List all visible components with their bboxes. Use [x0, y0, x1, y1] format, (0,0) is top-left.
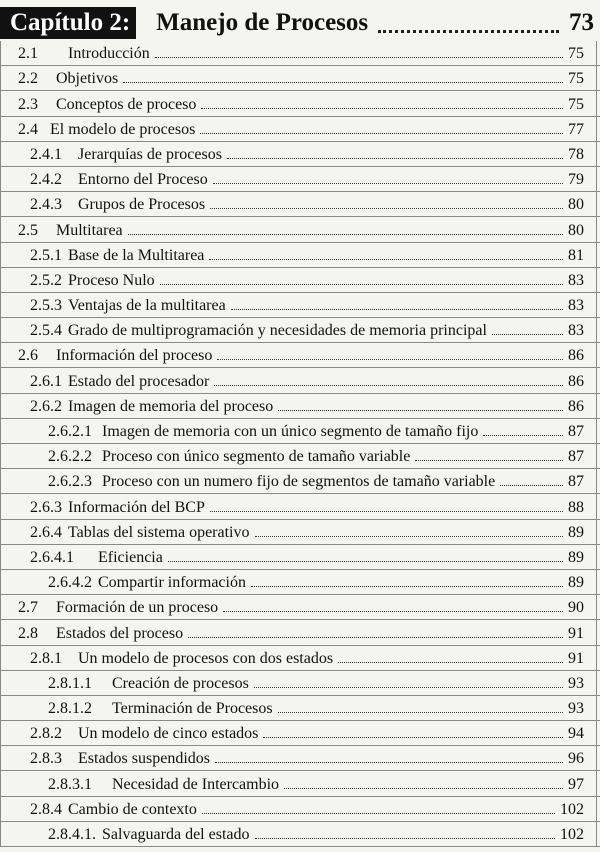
- chapter-label: Capítulo 2:: [0, 7, 136, 39]
- toc-entry-line: [48, 826, 584, 844]
- toc-entry-page-number: 87: [568, 473, 584, 491]
- toc-entry-number: 2.6.4.2: [48, 574, 92, 592]
- toc-entry-number: 2.8.2: [30, 725, 62, 743]
- toc-dot-leader: [213, 183, 563, 184]
- toc-dot-leader: [123, 82, 563, 83]
- toc-entry-line: [30, 549, 584, 567]
- toc-entry-line: [30, 322, 584, 340]
- toc-entry-line: [30, 398, 584, 416]
- toc-entry: [0, 117, 600, 142]
- chapter-heading: [0, 6, 594, 40]
- toc-dot-leader: [168, 561, 563, 562]
- toc-dot-leader: [215, 762, 563, 763]
- toc-entry-line: [18, 121, 584, 139]
- toc-entry-number: 2.1: [18, 45, 38, 63]
- toc-entry-title: El modelo de procesos: [50, 120, 196, 138]
- toc-entry-page-number: 90: [568, 599, 584, 617]
- toc-entry-title: Conceptos de proceso: [56, 95, 197, 113]
- toc-entry-page-number: 94: [568, 725, 584, 743]
- toc-entry: [0, 91, 600, 116]
- toc-entry: [0, 620, 600, 645]
- toc-dot-leader: [284, 788, 563, 789]
- chapter-title: Manejo de Procesos: [156, 9, 369, 36]
- toc-entry-page-number: 96: [568, 750, 584, 768]
- toc-entry-line: [48, 700, 584, 718]
- toc-entry-number: 2.4: [18, 120, 38, 138]
- toc-entry: [0, 343, 600, 368]
- toc-entry-number: 2.8.1: [30, 649, 62, 667]
- toc-dot-leader: [214, 385, 563, 386]
- toc-entry: [0, 394, 600, 419]
- toc-entry-number: 2.8.3.1: [48, 775, 92, 793]
- toc-entry-title: Estados suspendidos: [78, 750, 210, 768]
- toc-entry-title: Proceso Nulo: [68, 271, 155, 289]
- toc-entry: [0, 318, 600, 343]
- toc-entry-page-number: 86: [568, 347, 584, 365]
- toc-entry-page-number: 81: [568, 246, 584, 264]
- toc-dot-leader: [200, 133, 563, 134]
- toc-entry: [0, 545, 600, 570]
- toc-entry-line: [30, 524, 584, 542]
- toc-entry-number: 2.7: [18, 599, 38, 617]
- toc-dot-leader: [209, 259, 563, 260]
- toc-entry-page-number: 88: [568, 498, 584, 516]
- toc-entry-line: [18, 45, 584, 63]
- toc-entry-page-number: 86: [568, 397, 584, 415]
- toc-dot-leader: [483, 435, 563, 436]
- toc-dot-leader: [155, 57, 563, 58]
- toc-entry-number: 2.5.1: [30, 246, 62, 264]
- toc-entry-title: Multitarea: [56, 221, 123, 239]
- toc-entry-number: 2.6.2.2: [48, 448, 92, 466]
- toc-entry-title: Creación de procesos: [112, 674, 249, 692]
- toc-entry-number: 2.3: [18, 95, 38, 113]
- toc-dot-leader: [263, 737, 563, 738]
- toc-entry-number: 2.4.2: [30, 171, 62, 189]
- toc-entry-title: Necesidad de Intercambio: [112, 775, 280, 793]
- toc-dot-leader: [223, 611, 563, 612]
- toc-dot-leader: [217, 359, 563, 360]
- toc-dot-leader: [160, 284, 563, 285]
- toc-entry-page-number: 83: [568, 322, 584, 340]
- toc-entry: [0, 444, 600, 469]
- toc-entry-line: [30, 499, 584, 517]
- toc-entry-page-number: 75: [568, 70, 584, 88]
- toc-entry-title: Compartir información: [98, 574, 246, 592]
- toc-entry: [0, 167, 600, 192]
- toc-entry-number: 2.6.1: [30, 372, 62, 390]
- toc-entry: [0, 469, 600, 494]
- toc-entry-number: 2.4.1: [30, 145, 62, 163]
- toc-entry-line: [30, 297, 584, 315]
- toc-entry-line: [30, 650, 584, 668]
- toc-entry-number: 2.2: [18, 70, 38, 88]
- toc-entry-page-number: 77: [568, 120, 584, 138]
- toc-entry-line: [30, 750, 584, 768]
- toc-entry-number: 2.6.2.1: [48, 423, 92, 440]
- toc-entry-number: 2.8.1.1: [48, 674, 92, 692]
- toc-entry-line: [30, 725, 584, 743]
- toc-entry-number: 2.8.3: [30, 750, 62, 768]
- toc-entry: [0, 671, 600, 696]
- toc-entry-line: [48, 776, 584, 794]
- toc-entry-title: Tablas del sistema operativo: [68, 523, 250, 541]
- toc-entry-page-number: 78: [568, 145, 584, 163]
- toc-entry-number: 2.6.2: [30, 397, 62, 415]
- toc-entry-page-number: 93: [568, 674, 584, 692]
- toc-entry-number: 2.5.4: [30, 322, 62, 340]
- toc-entry-title: Información del BCP: [68, 498, 205, 516]
- toc-entry-page-number: 102: [560, 826, 584, 843]
- toc-entry: [0, 494, 600, 519]
- toc-entry: [0, 217, 600, 242]
- toc-entry-number: 2.6.3: [30, 498, 62, 516]
- toc-entry-number: 2.8.4: [30, 800, 62, 818]
- toc-entry-number: 2.5: [18, 221, 38, 239]
- toc-entry-title: Base de la Multitarea: [68, 246, 205, 264]
- toc-entry-line: [48, 473, 584, 491]
- toc-entry-number: 2.5.3: [30, 297, 62, 315]
- toc-dot-leader: [188, 637, 563, 638]
- toc-entry: [0, 520, 600, 545]
- toc-entry-line: [30, 801, 584, 819]
- toc-entry-title: Proceso con único segmento de tamaño variable: [102, 448, 411, 466]
- toc-dot-leader: [255, 536, 564, 537]
- toc-entry-line: [18, 599, 584, 617]
- toc-entry-title: Jerarquías de procesos: [78, 145, 222, 163]
- toc-entry-title: Formación de un proceso: [56, 599, 219, 617]
- toc-entry: [0, 41, 600, 66]
- toc-entry-number: 2.8.4.1.: [48, 826, 96, 843]
- toc-entry-title: Estado del procesador: [68, 372, 210, 390]
- toc-entry-page-number: 83: [568, 271, 584, 289]
- toc-entry-page-number: 75: [568, 45, 584, 63]
- toc-entry-number: 2.6.4.1: [30, 548, 74, 566]
- toc-dot-leader: [227, 158, 563, 159]
- toc-entry: [0, 419, 600, 444]
- toc-entry-line: [18, 347, 584, 365]
- toc-entry-page-number: 86: [568, 372, 584, 390]
- toc-entry-title: Estados del proceso: [56, 624, 184, 642]
- toc-entry-number: 2.6.2.3: [48, 473, 92, 491]
- toc-entry: [0, 646, 600, 671]
- chapter-page-number: 73: [569, 9, 594, 36]
- toc-entry-line: [48, 675, 584, 693]
- toc-entry-title: Imagen de memoria del proceso: [68, 397, 274, 415]
- toc-dot-leader: [202, 813, 555, 814]
- toc-dot-leader: [210, 511, 563, 512]
- toc-entry-title: Grupos de Procesos: [78, 196, 206, 214]
- toc-entry-title: Terminación de Procesos: [112, 700, 273, 718]
- toc-dot-leader: [201, 108, 563, 109]
- toc-entry-title: Cambio de contexto: [68, 800, 197, 818]
- toc-entry: [0, 570, 600, 595]
- toc-dot-leader: [251, 586, 563, 587]
- toc-entry-page-number: 75: [568, 95, 584, 113]
- toc-entry-line: [30, 373, 584, 391]
- toc-entry-title: Salvaguarda del estado: [102, 826, 250, 843]
- toc-entry: [0, 192, 600, 217]
- toc-entry-title: Proceso con un numero fijo de segmentos de tamaño variable: [102, 473, 496, 491]
- toc-entry-page-number: 80: [568, 221, 584, 239]
- toc-entry-page-number: 91: [568, 624, 584, 642]
- toc-dot-leader: [128, 234, 563, 235]
- toc-entry-page-number: 83: [568, 297, 584, 315]
- toc-entry: [0, 293, 600, 318]
- toc-entry: [0, 771, 600, 796]
- toc-entry-page-number: 102: [560, 800, 584, 818]
- toc-entry: [0, 595, 600, 620]
- toc-dot-leader: [231, 309, 563, 310]
- toc-entry: [0, 721, 600, 746]
- toc-dot-leader: [338, 662, 563, 663]
- toc-entry-line: [48, 423, 584, 441]
- toc-entry: [0, 746, 600, 771]
- toc-entry-line: [30, 272, 584, 290]
- toc-dot-leader: [492, 334, 563, 335]
- toc-entry-line: [30, 196, 584, 214]
- toc-entry-page-number: 87: [568, 448, 584, 466]
- toc-dot-leader: [500, 485, 563, 486]
- toc-entry-title: Objetivos: [56, 70, 119, 88]
- toc-entry-number: 2.4.3: [30, 196, 62, 214]
- toc-entry-page-number: 87: [568, 423, 584, 440]
- toc-entry-title: Introducción: [68, 45, 150, 63]
- toc-entry-line: [18, 96, 584, 114]
- toc-entry-number: 2.8: [18, 624, 38, 642]
- toc-entry-page-number: 80: [568, 196, 584, 214]
- toc-entry-line: [30, 171, 584, 189]
- toc-entry-line: [18, 70, 584, 88]
- toc-entry-number: 2.8.1.2: [48, 700, 92, 718]
- toc-entry-line: [30, 247, 584, 265]
- toc-entry-line: [48, 574, 584, 592]
- toc-entry-page-number: 97: [568, 775, 584, 793]
- toc-entry: [0, 142, 600, 167]
- toc-list: [0, 41, 600, 847]
- toc-entry: [0, 243, 600, 268]
- toc-entry: [0, 66, 600, 91]
- toc-entry-number: 2.6: [18, 347, 38, 365]
- toc-entry-number: 2.5.2: [30, 271, 62, 289]
- toc-dot-leader: [415, 460, 563, 461]
- chapter-dot-leader: [378, 14, 559, 33]
- toc-entry-line: [30, 146, 584, 164]
- toc-entry-page-number: 93: [568, 700, 584, 718]
- toc-entry-line: [18, 222, 584, 240]
- toc-entry-title: Ventajas de la multitarea: [68, 297, 226, 315]
- toc-dot-leader: [278, 410, 563, 411]
- toc-dot-leader: [278, 712, 563, 713]
- toc-entry-page-number: 91: [568, 649, 584, 667]
- toc-entry-page-number: 89: [568, 523, 584, 541]
- toc-entry: [0, 822, 600, 847]
- toc-entry: [0, 797, 600, 822]
- toc-entry-line: [18, 625, 584, 643]
- toc-dot-leader: [255, 838, 556, 839]
- toc-entry-page-number: 89: [568, 574, 584, 592]
- toc-dot-leader: [254, 687, 563, 688]
- toc-entry-title: Imagen de memoria con un único segmento de tamaño fijo: [102, 423, 479, 440]
- toc-entry: [0, 268, 600, 293]
- toc-entry-page-number: 79: [568, 171, 584, 189]
- toc-entry: [0, 696, 600, 721]
- toc-entry-number: 2.6.4: [30, 523, 62, 541]
- toc-entry-title: Entorno del Proceso: [78, 171, 208, 189]
- toc-dot-leader: [210, 208, 563, 209]
- toc-entry: [0, 368, 600, 393]
- toc-entry-title: Un modelo de procesos con dos estados: [78, 649, 334, 667]
- toc-entry-title: Eficiencia: [98, 548, 163, 566]
- toc-entry-line: [48, 448, 584, 466]
- toc-entry-title: Grado de multiprogramación y necesidades de memoria principal: [68, 322, 487, 340]
- toc-entry-title: Información del proceso: [56, 347, 213, 365]
- toc-entry-page-number: 89: [568, 548, 584, 566]
- toc-entry-title: Un modelo de cinco estados: [78, 725, 259, 743]
